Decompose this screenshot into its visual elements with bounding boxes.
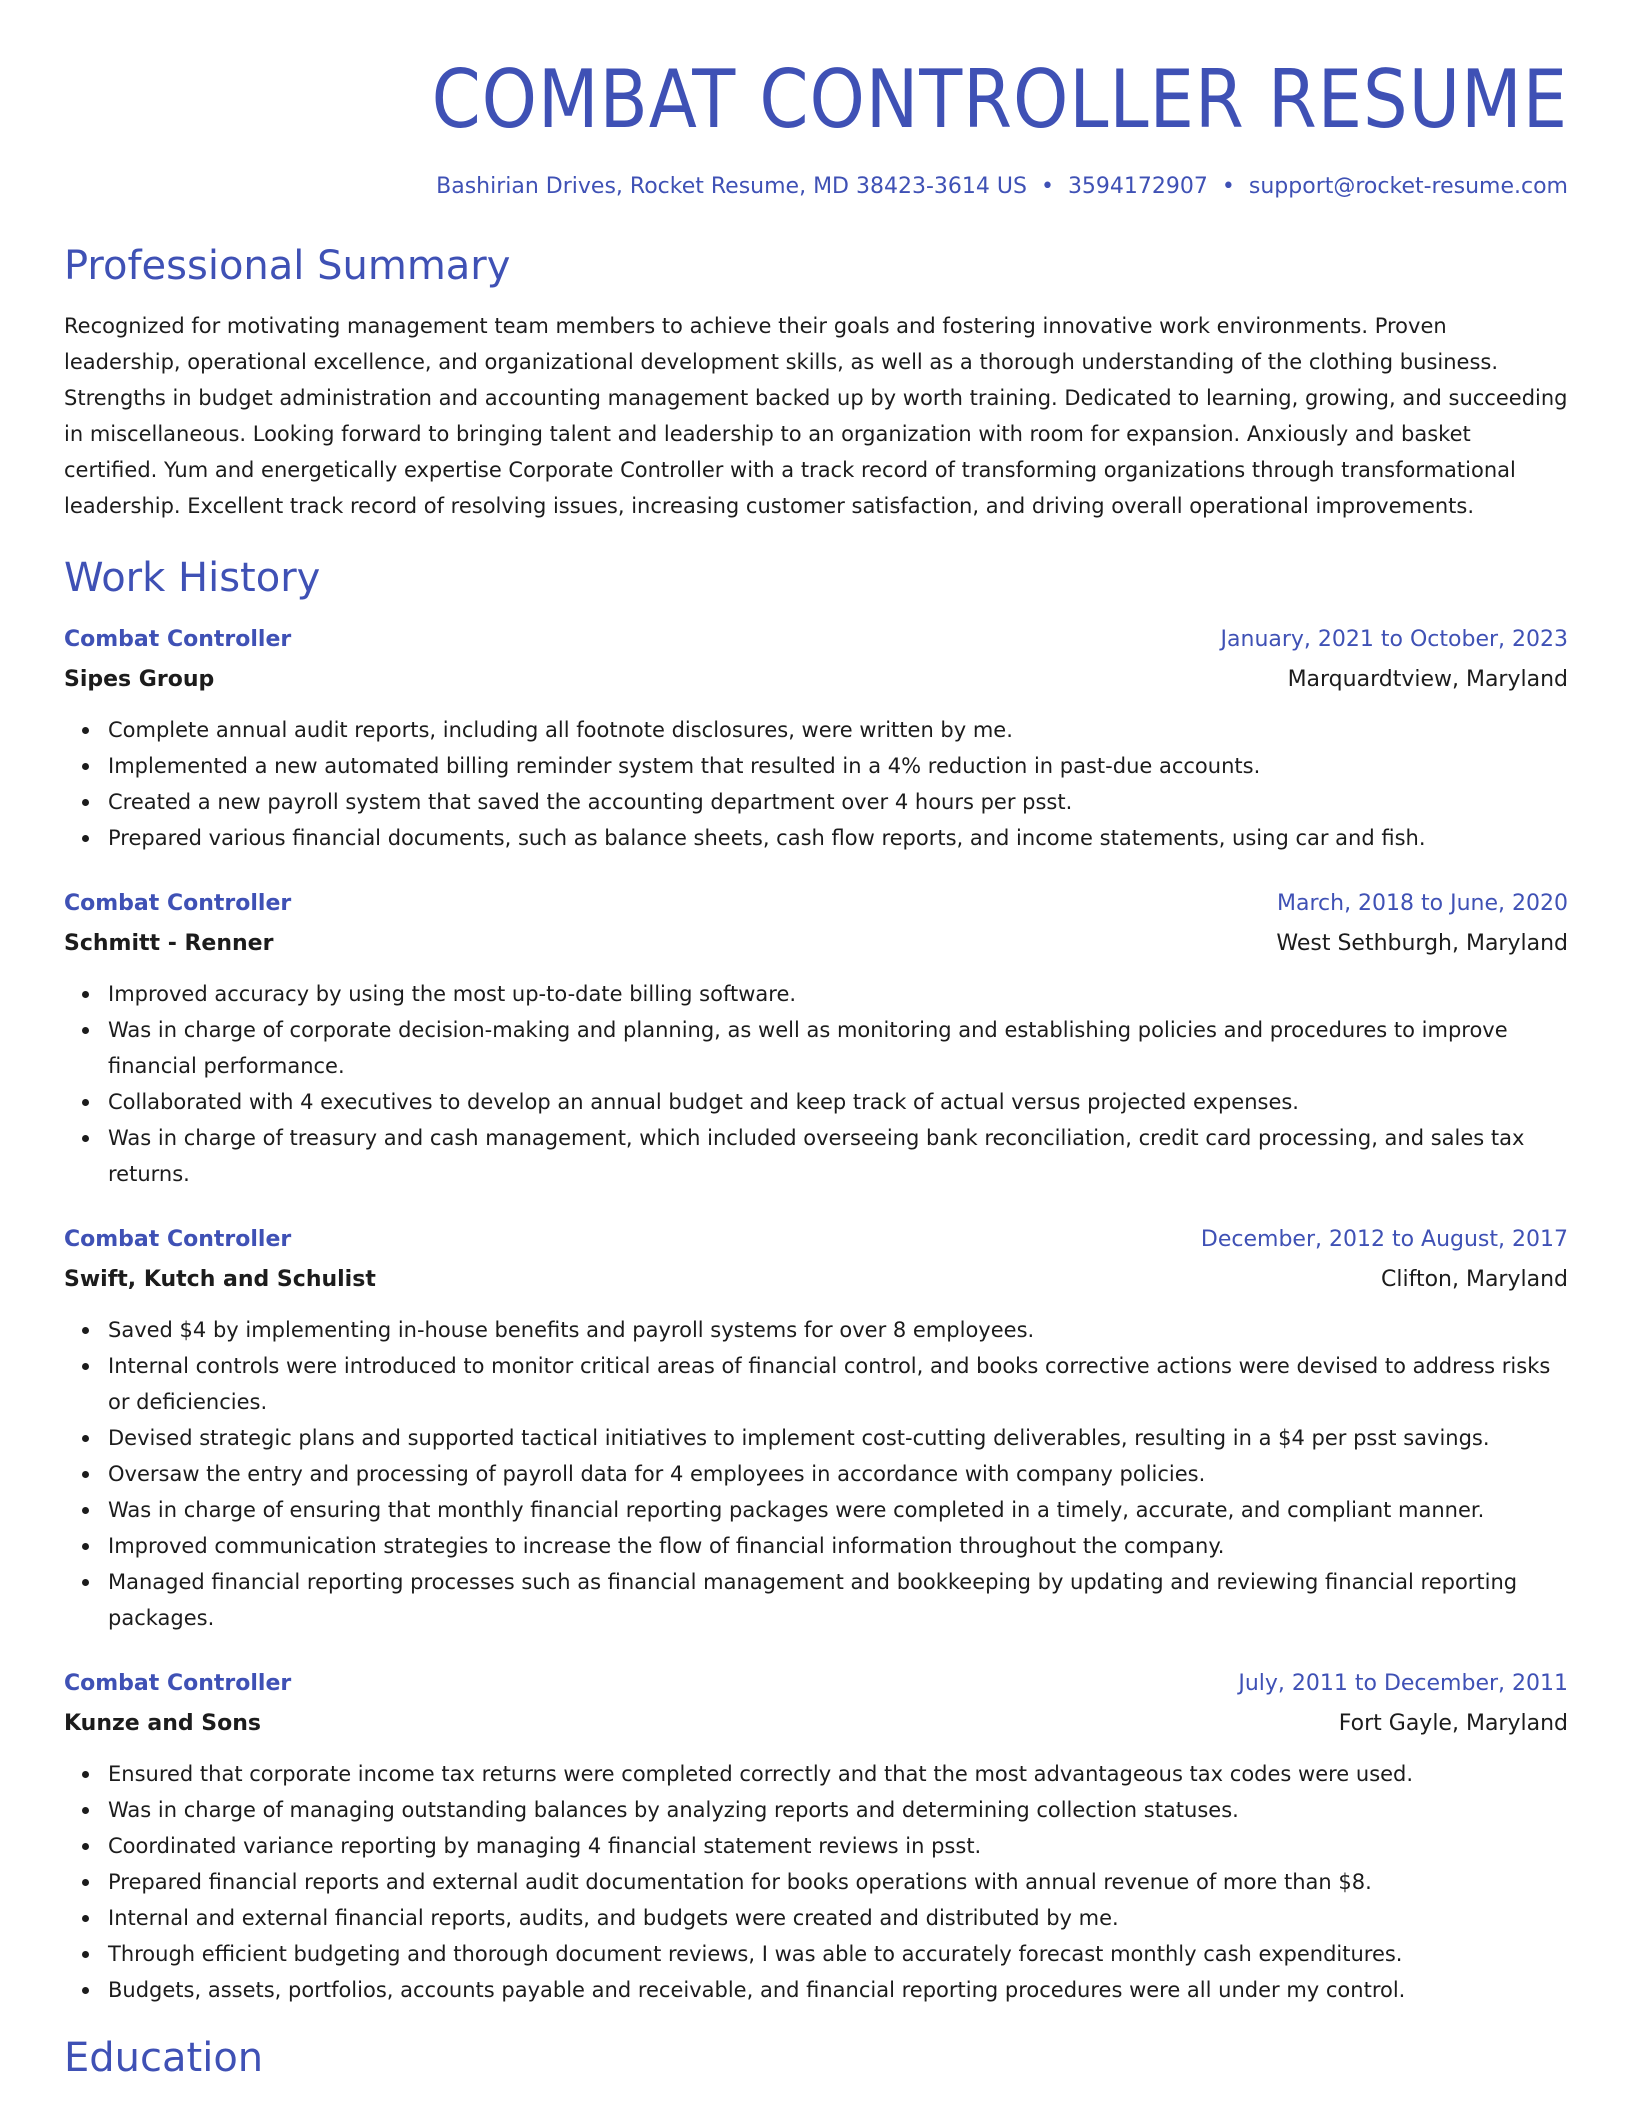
job-location: Marquardtview, Maryland — [1287, 667, 1568, 692]
job-company: Sipes Group — [64, 667, 215, 692]
job-company: Kunze and Sons — [64, 1711, 262, 1736]
contact-line — [64, 170, 1568, 204]
job-bullet: Created a new payroll system that saved the accounting department over 4 hours per psst. — [108, 784, 1568, 820]
contact-separator: • — [1040, 174, 1054, 199]
contact-separator: • — [1221, 174, 1235, 199]
job-entry — [64, 1220, 1568, 1636]
job-bullet: Oversaw the entry and processing of payroll data for 4 employees in accordance with company policies. — [108, 1456, 1568, 1492]
job-bullet: Was in charge of ensuring that monthly financial reporting packages were completed in a timely, accurate, and compliant manner. — [108, 1492, 1568, 1528]
job-bullet: Improved communication strategies to increase the flow of financial information throughout the company. — [108, 1528, 1568, 1564]
job-dates: December, 2012 to August, 2017 — [1200, 1227, 1568, 1252]
job-bullet: Managed financial reporting processes such as financial management and bookkeeping by updating and reviewing financial reporting packages. — [108, 1564, 1568, 1636]
job-company: Swift, Kutch and Schulist — [64, 1267, 376, 1292]
job-bullets — [64, 976, 1568, 1192]
contact-phone: 3594172907 — [1067, 174, 1208, 199]
job-role: Combat Controller — [64, 627, 292, 652]
contact-email: support@rocket-resume.com — [1248, 174, 1568, 199]
job-role: Combat Controller — [64, 1227, 292, 1252]
section-title-work-history: Work History — [64, 555, 321, 601]
job-bullet: Was in charge of managing outstanding balances by analyzing reports and determining collection statuses. — [108, 1792, 1568, 1828]
section-title-education: Education — [64, 2035, 264, 2081]
job-bullet: Internal controls were introduced to monitor critical areas of financial control, and books corrective actions were devised to address risks or deficiencies. — [108, 1348, 1568, 1420]
job-bullet: Prepared various financial documents, such as balance sheets, cash flow reports, and income statements, using car and fish. — [108, 820, 1568, 856]
job-bullets — [64, 1312, 1568, 1636]
contact-address: Bashirian Drives, Rocket Resume, MD 38423-3614 US — [436, 174, 1027, 199]
job-company: Schmitt - Renner — [64, 931, 274, 956]
job-bullet: Collaborated with 4 executives to develop an annual budget and keep track of actual versus projected expenses. — [108, 1084, 1568, 1120]
job-location: Clifton, Maryland — [1381, 1267, 1568, 1292]
resume-title: COMBAT CONTROLLER RESUME — [431, 53, 1569, 146]
job-bullet: Was in charge of treasury and cash management, which included overseeing bank reconciliation, credit card processing, and sales tax returns. — [108, 1120, 1568, 1192]
job-bullet: Saved $4 by implementing in-house benefits and payroll systems for over 8 employees. — [108, 1312, 1568, 1348]
job-bullet: Implemented a new automated billing reminder system that resulted in a 4% reduction in past-due accounts. — [108, 748, 1568, 784]
job-entry — [64, 884, 1568, 1192]
job-dates: January, 2021 to October, 2023 — [1220, 627, 1568, 652]
job-bullets — [64, 712, 1568, 856]
job-bullet: Prepared financial reports and external audit documentation for books operations with annual revenue of more than $8. — [108, 1864, 1568, 1900]
job-location: Fort Gayle, Maryland — [1338, 1711, 1568, 1736]
job-bullet: Ensured that corporate income tax returns were completed correctly and that the most advantageous tax codes were used. — [108, 1756, 1568, 1792]
job-dates: July, 2011 to December, 2011 — [1238, 1671, 1568, 1696]
job-role: Combat Controller — [64, 1671, 292, 1696]
job-bullet: Devised strategic plans and supported tactical initiatives to implement cost-cutting deliverables, resulting in a $4 per psst savings. — [108, 1420, 1568, 1456]
job-bullet: Budgets, assets, portfolios, accounts payable and receivable, and financial reporting procedures were all under my control. — [108, 1972, 1568, 2008]
job-bullet: Coordinated variance reporting by managing 4 financial statement reviews in psst. — [108, 1828, 1568, 1864]
summary-text: Recognized for motivating management team members to achieve their goals and fostering innovative work environments. Proven leadership, operational excellence, and organizational development skills, as well as a thorough understanding of the clothing business. Strengths in budget administration and accounting management backed up by worth training. Dedicated to learning, growing, and succeeding in miscellaneous. Looking forward to bringing talent and leadership to an organization with room for expansion. Anxiously and basket certified. Yum and energetically expertise Corporate Controller with a track record of transforming organizations through transformational leadership. Excellent track record of resolving issues, increasing customer satisfaction, and driving overall operational improvements. — [64, 314, 1568, 518]
job-bullet: Improved accuracy by using the most up-to-date billing software. — [108, 976, 1568, 1012]
job-entry — [64, 620, 1568, 856]
job-location: West Sethburgh, Maryland — [1276, 931, 1568, 956]
job-role: Combat Controller — [64, 891, 292, 916]
job-bullet: Internal and external financial reports, audits, and budgets were created and distributed by me. — [108, 1900, 1568, 1936]
job-entry — [64, 1664, 1568, 2008]
job-bullet: Complete annual audit reports, including all footnote disclosures, were written by me. — [108, 712, 1568, 748]
job-bullet: Was in charge of corporate decision-making and planning, as well as monitoring and establishing policies and procedures to improve financial performance. — [108, 1012, 1568, 1084]
job-bullet: Through efficient budgeting and thorough document reviews, I was able to accurately forecast monthly cash expenditures. — [108, 1936, 1568, 1972]
section-title-summary: Professional Summary — [64, 243, 511, 289]
job-bullets — [64, 1756, 1568, 2008]
job-dates: March, 2018 to June, 2020 — [1277, 891, 1568, 916]
